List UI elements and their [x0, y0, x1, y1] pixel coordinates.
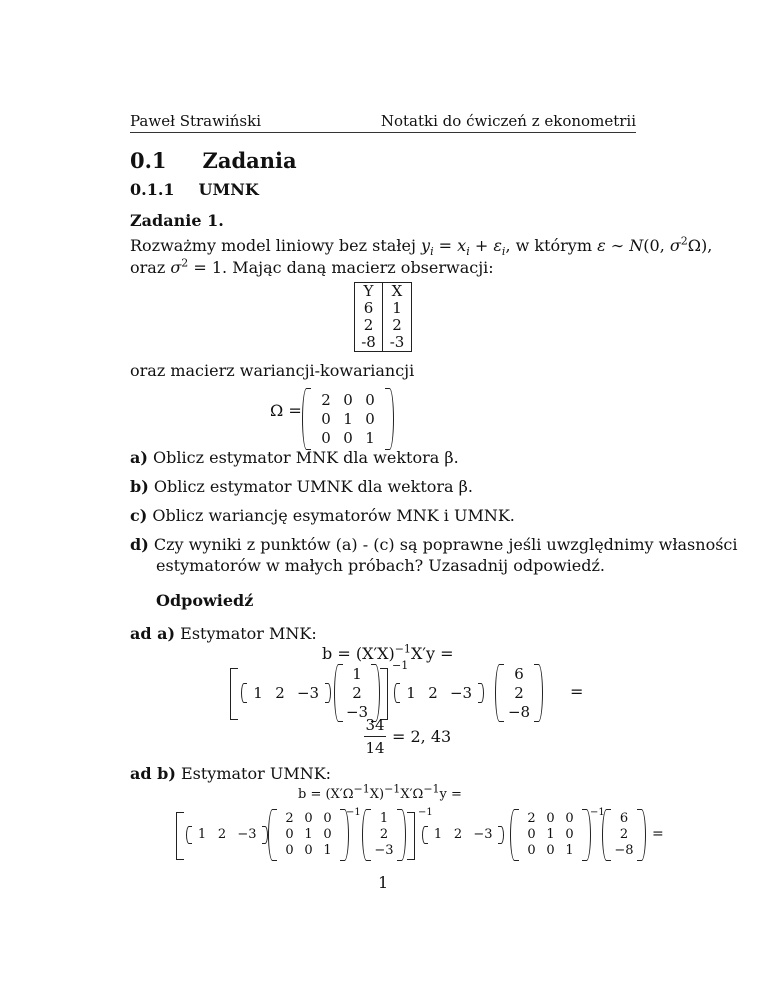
subsection-title: UMNK	[198, 180, 259, 199]
ans-a-label: ad a) Estymator MNK:	[130, 624, 317, 643]
omega-symbol: Ω =	[270, 401, 302, 420]
ans-a-result: = 2, 43	[392, 727, 452, 746]
page-number: 1	[378, 873, 389, 892]
question-b: b) Oblicz estymator UMNK dla wektora β.	[130, 477, 474, 496]
ans-b-omega-matrix-2: 2 0 0 0 1 0 0 0 1	[510, 809, 591, 861]
table-header-x: X	[391, 282, 403, 300]
ans-b-row-vector-2: 1 2 −3	[422, 826, 504, 844]
ans-a-fraction: 34 14	[365, 716, 385, 757]
header-author: Paweł Strawiński	[130, 112, 262, 130]
ans-b-formula: $b = (X'\Omega^{-1}X)^{-1}X'\Omega^{-1}y$ =	[298, 782, 462, 802]
section-number: 0.1	[130, 148, 167, 173]
section-title: Zadania	[202, 148, 297, 173]
table-cell: -8	[355, 334, 383, 351]
section-heading	[130, 148, 297, 173]
ans-a-row-vector-2: 1 2 −3	[394, 683, 484, 703]
header-rule	[130, 132, 636, 133]
ans-a-col-x: 1 2 −3	[334, 664, 380, 722]
question-c: c) Oblicz wariancję esymatorów MNK i UMNK.	[130, 506, 515, 525]
observation-table	[354, 282, 412, 352]
table-cell: 6	[355, 300, 383, 317]
square-bracket-right	[380, 668, 388, 720]
ans-b-label: ad b) Estymator UMNK:	[130, 764, 332, 783]
square-bracket-left	[176, 812, 184, 860]
ans-b-row-vector: 1 2 −3	[186, 826, 268, 844]
subsection-heading	[130, 180, 259, 199]
table-cell: 2	[392, 316, 402, 334]
ans-b-inverse: −1	[590, 807, 605, 818]
ans-b-col-y: 6 2 −8	[602, 809, 646, 861]
ans-b-equals: =	[652, 826, 664, 842]
square-bracket-left	[230, 668, 238, 720]
ans-b-omega-matrix: 2 0 0 0 1 0 0 0 1	[268, 809, 349, 861]
table-cell: 1	[392, 299, 402, 317]
table-cell: -3	[389, 333, 405, 351]
ans-a-row-vector: 1 2 −3	[241, 683, 331, 703]
header-title: Notatki do ćwiczeń z ekonometrii	[380, 112, 636, 130]
question-d: d) Czy wyniki z punktów (a) - (c) są poprawne jeśli uwzględnimy własności	[130, 535, 738, 554]
subsection-number: 0.1.1	[130, 180, 175, 199]
intro-line-2: oraz $\sigma^2 = 1$. Mając daną macierz obserwacji:	[130, 256, 494, 277]
question-a: a) Oblicz estymator MNK dla wektora β.	[130, 448, 459, 467]
ans-b-col-x: 1 2 −3	[362, 809, 406, 861]
question-d-cont: estymatorów w małych próbach? Uzasadnij odpowiedź.	[156, 556, 605, 575]
task-title: Zadanie 1.	[130, 211, 224, 230]
ans-b-inverse: −1	[418, 807, 433, 818]
omega-matrix: 2 0 0 0 1 0 0 0 1	[302, 388, 394, 450]
table-cell: 2	[355, 317, 383, 334]
ans-a-formula: $b = (X'X)^{-1}X'y$ =	[322, 642, 454, 663]
ans-a-col-y: 6 2 −8	[495, 664, 543, 722]
intro-line-1: Rozważmy model liniowy bez stałej $y_i = x_i + \varepsilon_i$, w którym ε ∼ N(0, $\sigma^2\Omega$),	[130, 234, 713, 259]
ans-b-inverse: −1	[346, 807, 361, 818]
square-bracket-right	[407, 812, 415, 860]
table-header-y: Y	[355, 283, 383, 300]
varcov-label: oraz macierz wariancji-kowariancji	[130, 361, 415, 380]
ans-a-inverse: −1	[392, 659, 409, 672]
ans-a-equals: =	[570, 682, 584, 701]
answer-title: Odpowiedź	[156, 591, 254, 610]
